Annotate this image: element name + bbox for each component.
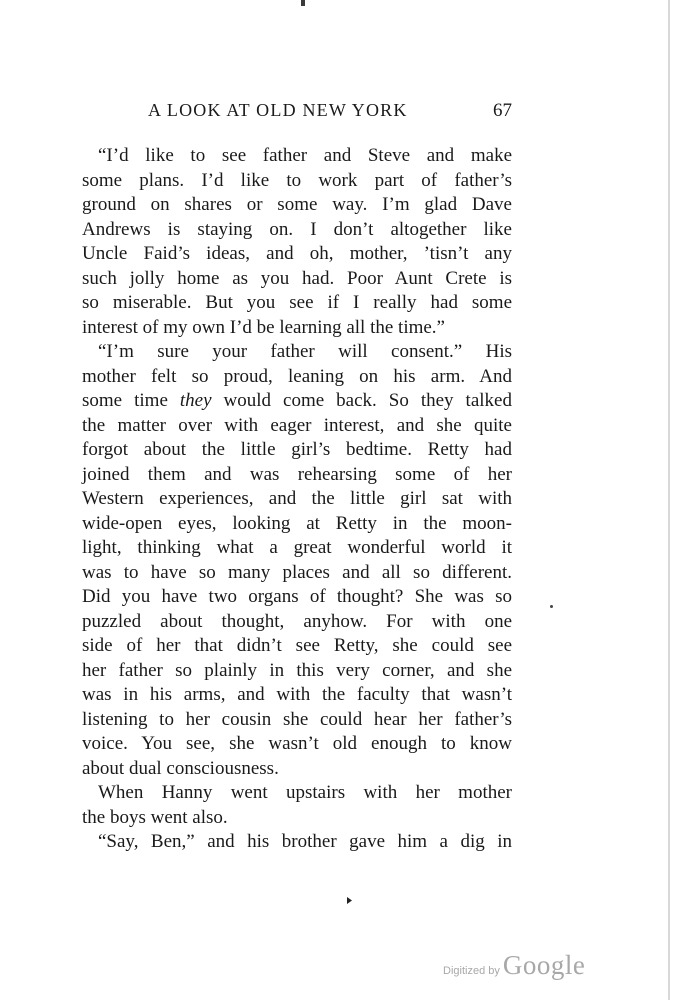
text-line: mother felt so proud, leaning on his arm. And [82, 365, 512, 387]
text-line: about dual consciousness. [82, 757, 279, 779]
text-line: so miserable. But you see if I really had some [82, 292, 512, 313]
text-line: Andrews is staying on. I don’t altogether like [82, 218, 512, 240]
text-line: Western experiences, and the little girl sat with [82, 488, 512, 509]
watermark-brand: Google [502, 950, 586, 980]
page-header [82, 100, 512, 128]
text-line: wide-open eyes, looking at Retty in the moon- [82, 512, 512, 534]
page-edge-shadow [668, 0, 670, 1000]
body-text [82, 144, 512, 855]
text-line: some plans. I’d like to work part of father’s [82, 169, 512, 191]
text-line: “I’m sure your father will consent.” His [98, 341, 512, 362]
text-line: the boys went also. [82, 806, 228, 828]
text-line: joined them and was rehearsing some of her [82, 463, 512, 485]
page-number: 67 [493, 100, 512, 121]
text-line: “Say, Ben,” and his brother gave him a dig in [98, 831, 512, 852]
text-line: ground on shares or some way. I’m glad Dave [82, 194, 512, 215]
text-line: some time they would come back. So they talked [82, 390, 512, 411]
digitized-watermark [443, 950, 585, 981]
text-line: listening to her cousin she could hear her father’s [82, 708, 512, 730]
text-line: was to have so many places and all so different. [82, 561, 512, 583]
text-line: “I’d like to see father and Steve and make [98, 145, 512, 166]
text-line: light, thinking what a great wonderful world it [82, 537, 512, 558]
text-line: interest of my own I’d be learning all the time.” [82, 316, 445, 338]
text-line: forgot about the little girl’s bedtime. Retty had [82, 439, 512, 460]
text-line: side of her that didn’t see Retty, she could see [82, 635, 512, 656]
footer-signature-mark [347, 897, 352, 904]
emphasis: they [179, 390, 212, 411]
text-line: When Hanny went upstairs with her mother [98, 782, 512, 803]
text-line: such jolly home as you had. Poor Aunt Crete is [82, 267, 512, 289]
top-edge-mark [301, 0, 305, 6]
stray-ink-dot [550, 605, 553, 608]
text-line: the matter over with eager interest, and she quite [82, 414, 512, 436]
text-line: her father so plainly in this very corner, and she [82, 659, 512, 681]
text-line: puzzled about thought, anyhow. For with one [82, 610, 512, 632]
watermark-prefix: Digitized by [443, 965, 500, 977]
text-line: Uncle Faid’s ideas, and oh, mother, ’tisn’t any [82, 243, 512, 264]
text-line: Did you have two organs of thought? She was so [82, 586, 512, 607]
text-line: was in his arms, and with the faculty that wasn’t [82, 684, 512, 705]
running-title: A LOOK AT OLD NEW YORK [148, 100, 408, 120]
text-line: voice. You see, she wasn’t old enough to know [82, 733, 512, 754]
